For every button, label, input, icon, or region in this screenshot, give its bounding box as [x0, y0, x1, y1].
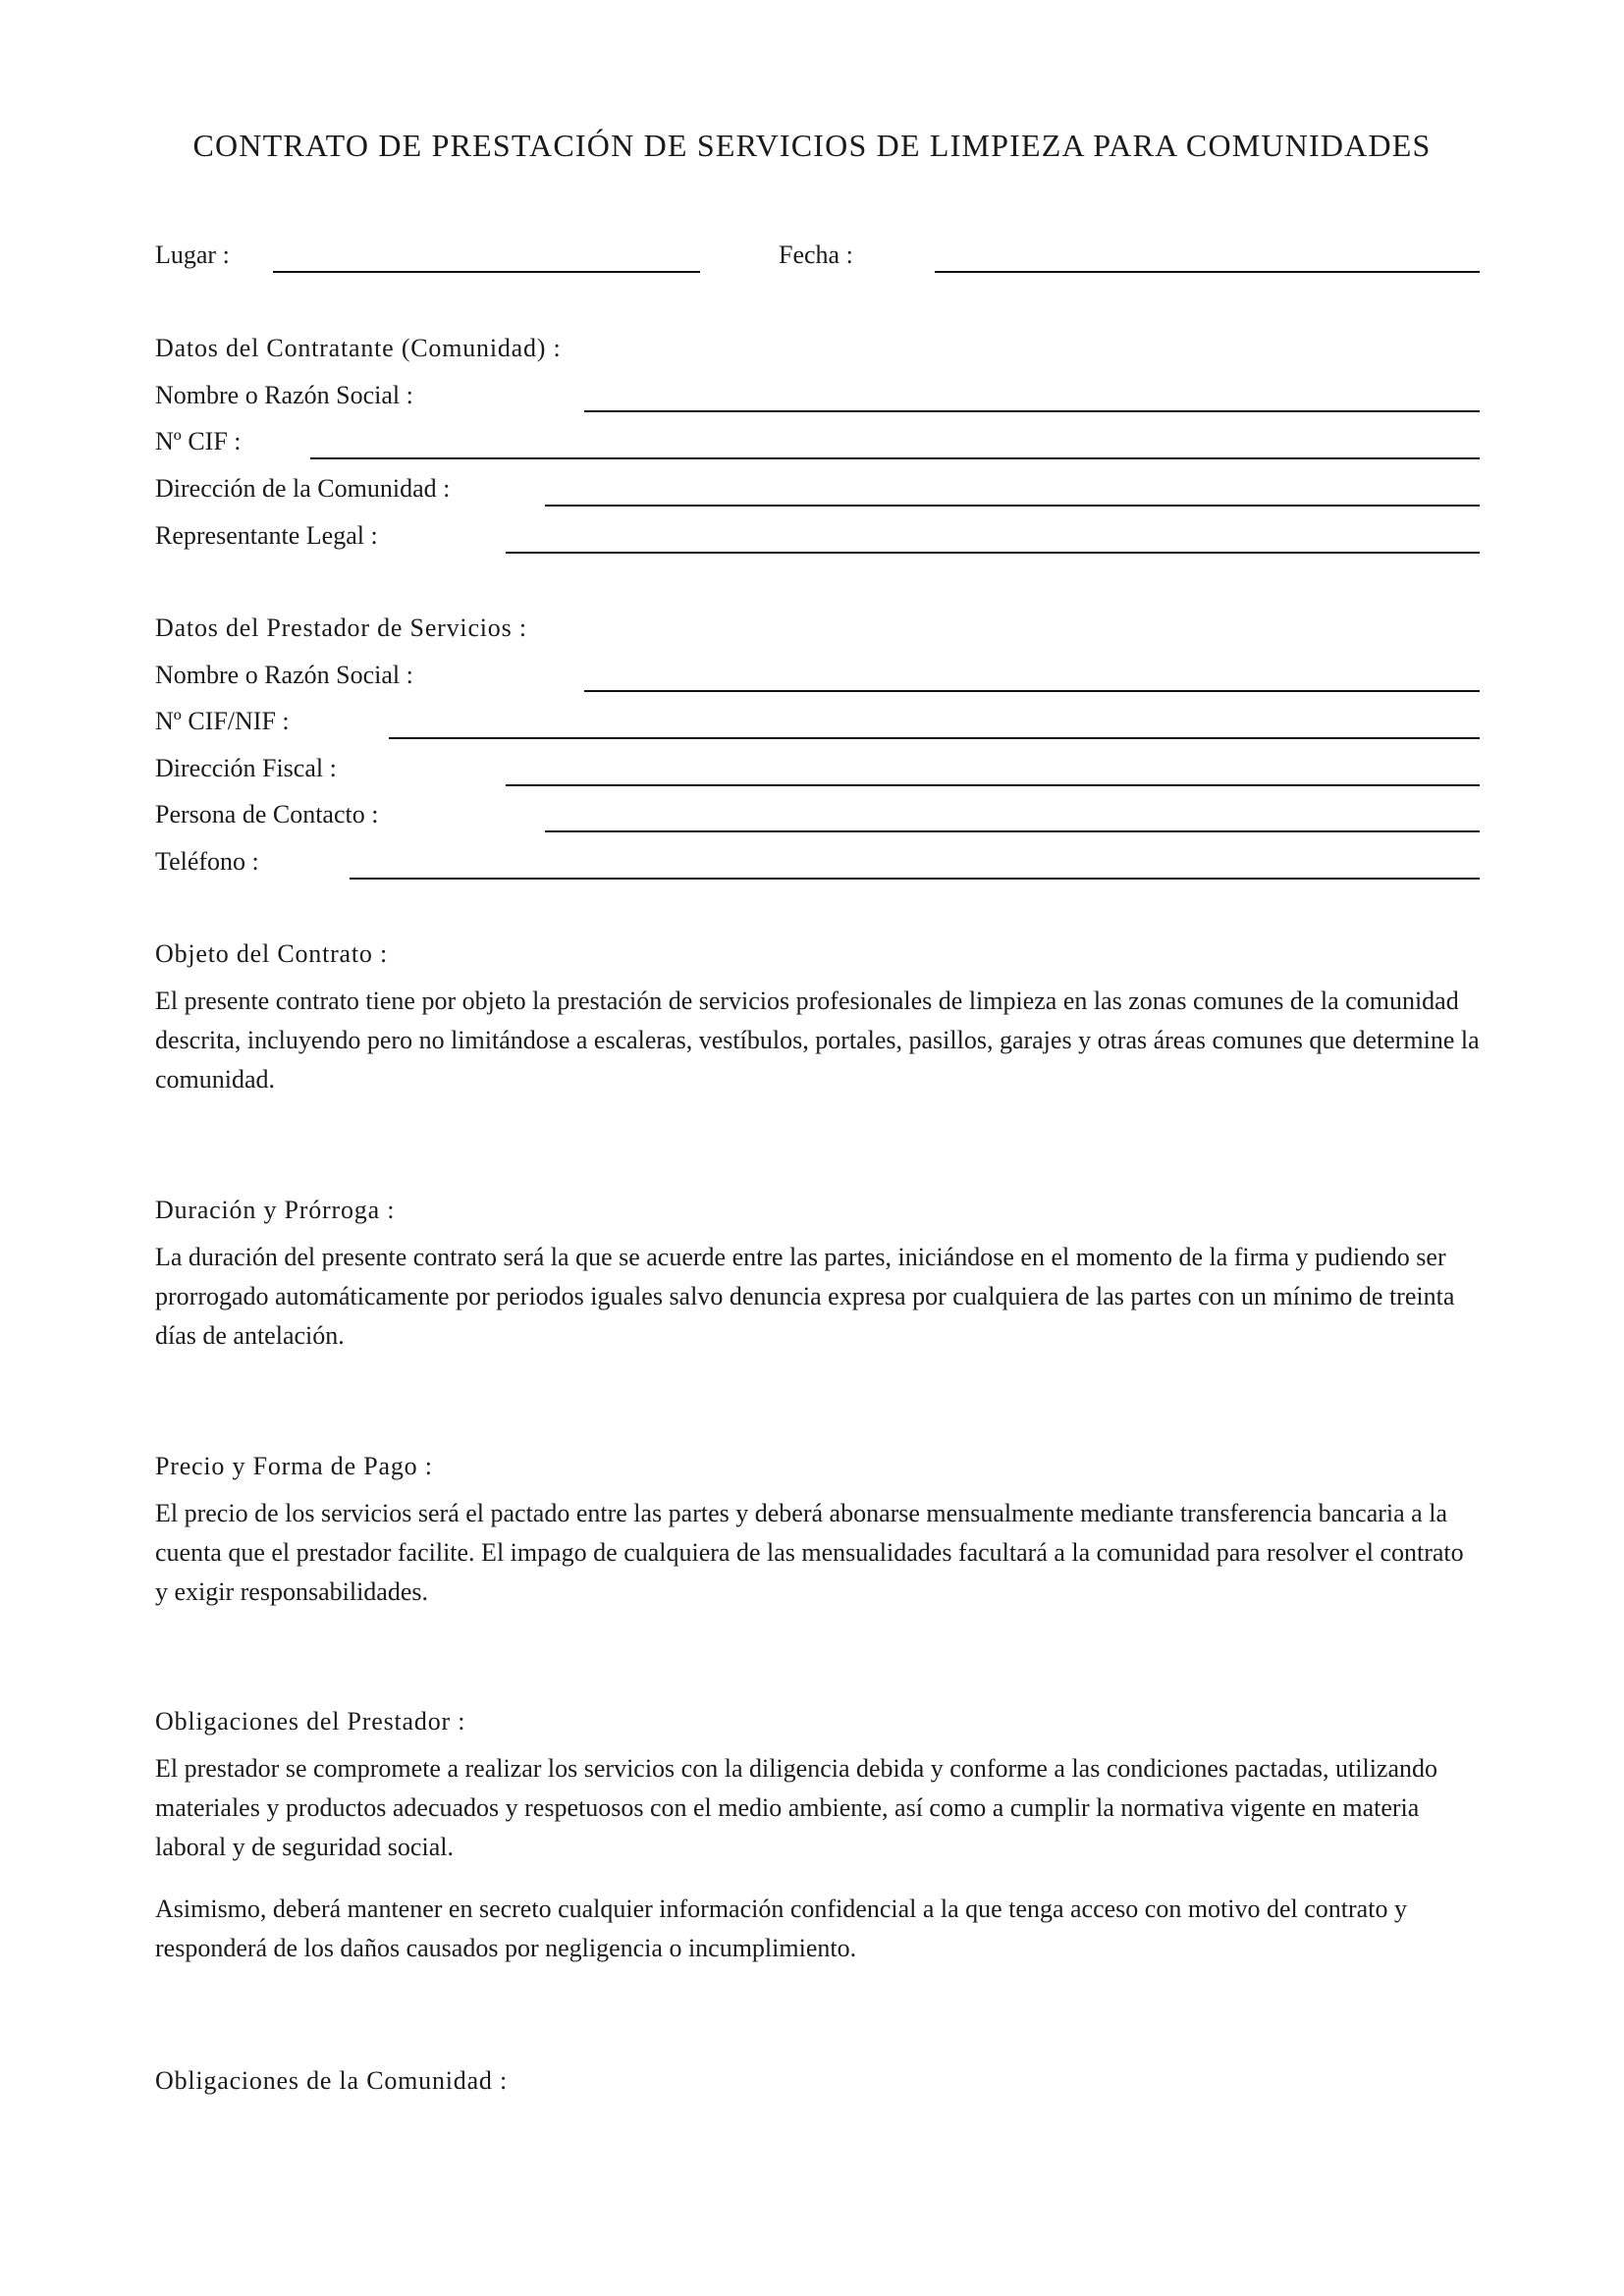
contratante-heading: Datos del Contratante (Comunidad) :	[155, 334, 562, 362]
contratante-cif-field[interactable]	[310, 457, 1480, 459]
prestador-telefono-field[interactable]	[350, 878, 1480, 880]
obligaciones-prestador-paragraph-2: Asimismo, deberá mantener en secreto cualquier información confidencial a la que tenga acceso con motivo del contrato y responderá de los daños causados por negligencia o incumplimiento.	[155, 1895, 1407, 1962]
prestador-nombre-label: Nombre o Razón Social :	[155, 661, 413, 689]
contratante-cif-label: Nº CIF :	[155, 427, 242, 455]
lugar-field[interactable]	[273, 271, 700, 273]
prestador-nombre-field[interactable]	[584, 690, 1480, 692]
objeto-paragraph: El presente contrato tiene por objeto la prestación de servicios profesionales de limpieza en las zonas comunes de la comunidad descrita, incluyendo pero no limitándose a escaleras, vestíbulos, portales, pasillos, garajes y otras áreas comunes que determine la comunidad.	[155, 987, 1480, 1094]
prestador-heading: Datos del Prestador de Servicios :	[155, 614, 527, 642]
duracion-paragraph: La duración del presente contrato será la que se acuerde entre las partes, iniciándose en el momento de la firma y pudiendo ser prorrogado automáticamente por periodos iguales salvo denuncia expresa por cualquiera de las partes con un mínimo de treinta días de antelación.	[155, 1243, 1455, 1350]
objeto-heading: Objeto del Contrato :	[155, 939, 389, 968]
prestador-cif-field[interactable]	[389, 737, 1480, 739]
obligaciones-prestador-paragraph-1: El prestador se compromete a realizar los servicios con la diligencia debida y conforme a las condiciones pactadas, utilizando materiales y productos adecuados y respetuosos con el medio ambiente, así como a cumplir la normativa vigente en materia laboral y de seguridad social.	[155, 1754, 1438, 1861]
lugar-label: Lugar :	[155, 240, 230, 269]
fecha-label: Fecha :	[779, 240, 853, 269]
fecha-field[interactable]	[935, 271, 1480, 273]
contratante-representante-label: Representante Legal :	[155, 521, 378, 550]
contratante-direccion-label: Dirección de la Comunidad :	[155, 474, 451, 503]
prestador-cif-label: Nº CIF/NIF :	[155, 707, 290, 735]
document-title: CONTRATO DE PRESTACIÓN DE SERVICIOS DE LIMPIEZA PARA COMUNIDADES	[192, 128, 1432, 163]
prestador-direccion-field[interactable]	[506, 784, 1480, 786]
precio-heading: Precio y Forma de Pago :	[155, 1452, 433, 1480]
contratante-direccion-field[interactable]	[545, 505, 1480, 507]
prestador-contacto-label: Persona de Contacto :	[155, 800, 379, 828]
contratante-representante-field[interactable]	[506, 552, 1480, 554]
prestador-telefono-label: Teléfono :	[155, 847, 259, 876]
obligaciones-comunidad-heading: Obligaciones de la Comunidad :	[155, 2066, 509, 2095]
precio-paragraph: El precio de los servicios será el pactado entre las partes y deberá abonarse mensualmente mediante transferencia bancaria a la cuenta que el prestador facilite. El impago de cualquiera de las mensualidades facultará a la comunidad para resolver el contrato y exigir responsabilidades.	[155, 1499, 1464, 1606]
contratante-nombre-label: Nombre o Razón Social :	[155, 381, 413, 409]
prestador-contacto-field[interactable]	[545, 830, 1480, 832]
duracion-heading: Duración y Prórroga :	[155, 1196, 396, 1224]
prestador-direccion-label: Dirección Fiscal :	[155, 754, 337, 782]
obligaciones-prestador-heading: Obligaciones del Prestador :	[155, 1707, 466, 1735]
contratante-nombre-field[interactable]	[584, 410, 1480, 412]
